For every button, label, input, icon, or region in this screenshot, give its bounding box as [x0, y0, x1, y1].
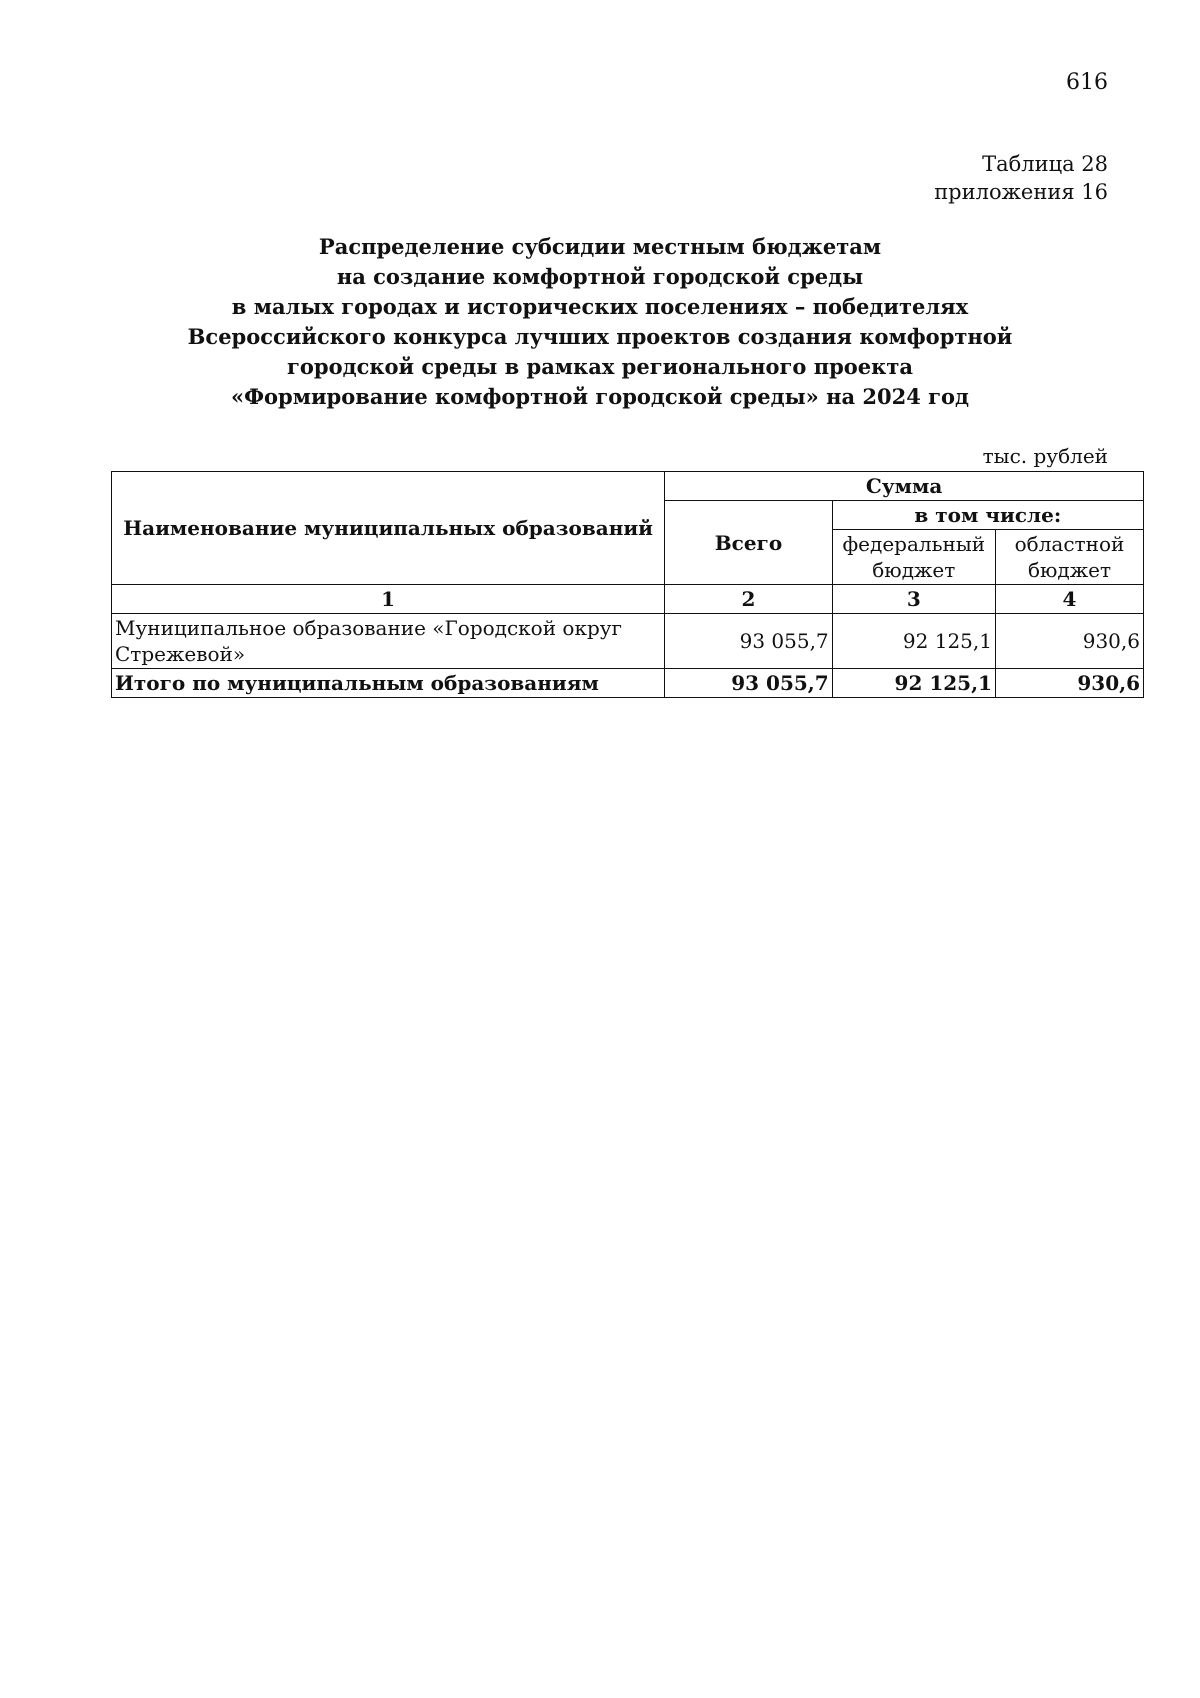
header-regional: областной бюджет [995, 530, 1143, 585]
units-label: тыс. рублей [982, 444, 1108, 468]
column-number: 2 [665, 585, 832, 614]
column-number-row [112, 585, 1144, 614]
header-federal: федеральный бюджет [832, 530, 995, 585]
column-number: 1 [112, 585, 665, 614]
document-title [100, 232, 1100, 412]
title-line: Всероссийского конкурса лучших проектов создания комфортной [187, 324, 1013, 349]
title-line: на создание комфортной городской среды [336, 264, 864, 289]
column-number: 3 [832, 585, 995, 614]
totals-row [112, 669, 1144, 698]
row-federal: 92 125,1 [832, 614, 995, 669]
column-number: 4 [995, 585, 1143, 614]
header-total: Всего [665, 501, 832, 585]
title-line: городской среды в рамках регионального проекта [287, 354, 913, 379]
appendix-number: приложения 16 [934, 180, 1108, 204]
table-row [112, 614, 1144, 669]
totals-federal: 92 125,1 [832, 669, 995, 698]
title-line: «Формирование комфортной городской среды» на 2024 год [230, 384, 970, 409]
header-including: в том числе: [832, 501, 1143, 530]
subsidy-table [111, 471, 1144, 698]
page-number: 616 [1066, 70, 1108, 95]
header-name: Наименование муниципальных образований [112, 472, 665, 585]
totals-total: 93 055,7 [665, 669, 832, 698]
totals-name: Итого по муниципальным образованиям [112, 669, 665, 698]
header-row [112, 472, 1144, 501]
table-number: Таблица 28 [982, 152, 1108, 176]
title-line: Распределение субсидии местным бюджетам [318, 234, 882, 259]
totals-regional: 930,6 [995, 669, 1143, 698]
table-reference [934, 150, 1108, 206]
row-name: Муниципальное образование «Городской округ Стрежевой» [112, 614, 665, 669]
title-line: в малых городах и исторических поселениях – победителях [231, 294, 969, 319]
row-regional: 930,6 [995, 614, 1143, 669]
row-total: 93 055,7 [665, 614, 832, 669]
header-sum: Сумма [665, 472, 1144, 501]
